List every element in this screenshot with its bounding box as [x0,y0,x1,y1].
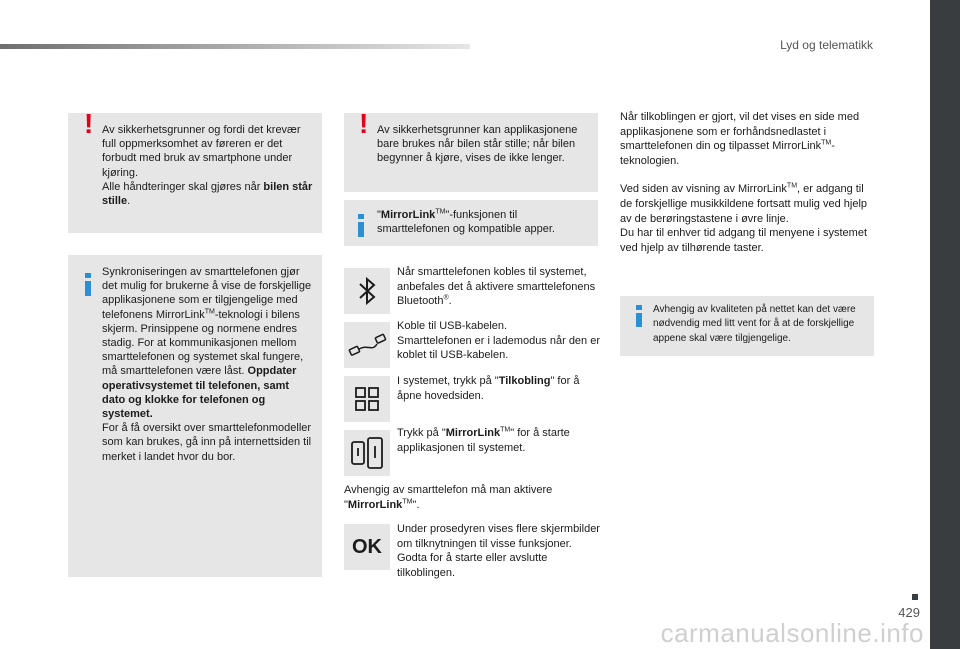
section-title: Lyd og telematikk [780,38,873,52]
sidebar-strip [930,0,960,649]
info-text: Avhengig av kvaliteten på nettet kan det være nødvendig med litt vent for å at de forskjellige appene skal være tilgjengelige. [653,304,856,344]
ok-icon [344,524,390,570]
warning-text: Av sikkerhetsgrunner kan applikasjonene bare brukes når bilen står stille; når bilen begynner å kjøre, vises de ikke lenger. [377,124,578,165]
apps-grid-icon [344,376,390,422]
activation-note: Avhengig av smarttelefon må man aktivere "MirrorLink™". [344,484,553,511]
apps-step-text: I systemet, trykk på "Tilkobling" for å åpne hovedsiden. [397,375,580,402]
warning-box-apps [344,108,598,192]
warning-icon: ! [359,108,369,139]
warning-text-2: Alle håndteringer skal gjøres når bilen står stille. [102,180,313,208]
info-box-sync [68,255,322,577]
usb-step-text: Koble til USB-kabelen. Smarttelefonen er i lademodus når den er koblet til USB-kabelen. [397,320,601,362]
info-text-2: For å få oversikt over smarttelefonmodeller som kan brukes, gå inn på internettsiden til merket i landet hvor du bor. [102,422,312,463]
page-marker [912,594,918,600]
ok-label: OK [352,536,382,558]
usb-cable-icon [344,322,390,368]
warning-icon: ! [84,108,94,139]
header-bar [0,44,470,49]
info-icon [636,313,642,327]
bluetooth-step-text: Når smarttelefonen kobles til systemet, anbefales det å aktivere smarttelefonens Bluetooth®. [397,266,596,308]
warning-text: Av sikkerhetsgrunner og fordi det krevær full oppmerksomhet av føreren er det forbudt med bruk av smartphone under kjøring. [102,124,301,179]
page-number: 429 [898,605,920,620]
mirrorlink-step-text: Trykk på "MirrorLink™" for å starte applikasjonen til systemet. [397,426,570,454]
right-column-text: Når tilkoblingen er gjort, vil det vises en side med applikasjonene som er forhåndsnedlastet i smarttelefonen din og tilpasset MirrorLink™-teknologien. Ved siden av visning av MirrorLink™, er adgang til de forskjellige musikkildene fortsatt mulig ved hjelp av de berøringstastene i øvre linje. Du har til enhver tid adgang til menyene i systemet ved hjelp av tilhørende taster. [620,111,868,254]
info-text: "MirrorLink™"-funksjonen til smarttelefonen og kompatible apper. [377,208,555,236]
bluetooth-icon [344,268,390,314]
info-icon [85,281,91,296]
watermark: carmanualsonline.info [660,618,924,648]
mirrorlink-icon [344,430,390,476]
info-box-network [620,296,874,356]
info-icon [358,222,364,237]
info-box-mirrorlink [344,200,598,246]
ok-step-text: Under prosedyren vises flere skjermbilder om tilknytningen til visse funksjoner. Godta for å starte eller avslutte tilkoblingen. [397,523,600,579]
info-text: Synkroniseringen av smarttelefonen gjør det mulig for brukerne å vise de forskjellige applikasjonene som er tilgjengelige med telefonens MirrorLink™-teknologi i bilens skjerm. Prinsippene og normene endres stadig. For at kommunikasjonen mellom smarttelefonen og systemet skal fungere, må smarttelefonen være låst. Oppdater operativsystemet til telefonen, samt dato og klokke for telefonen og systemet. [102,266,312,421]
warning-box-driving [68,108,322,233]
